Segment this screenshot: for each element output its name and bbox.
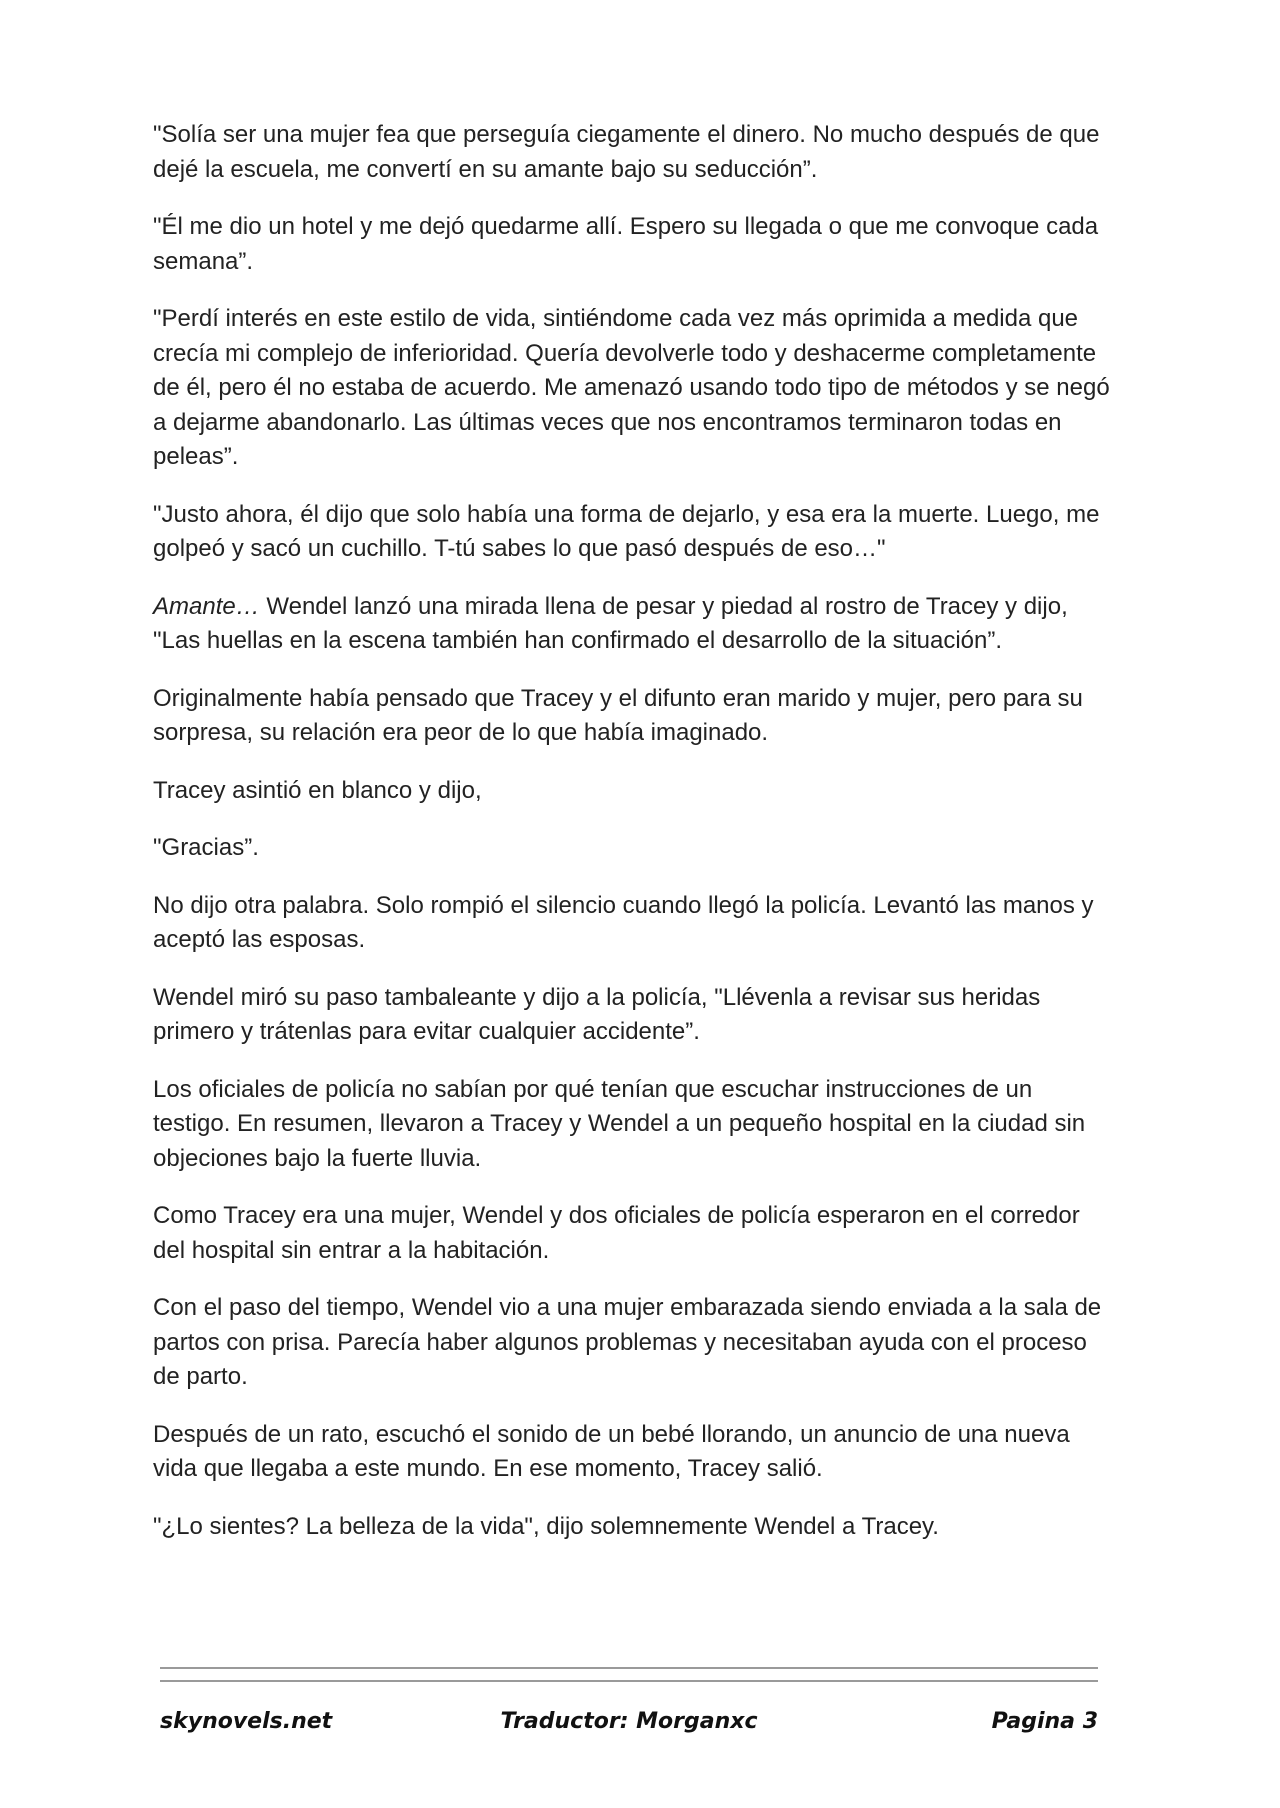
italic-word: Amante… [153,592,260,620]
paragraph: Como Tracey era una mujer, Wendel y dos oficiales de policía esperaron en el corredor del hospital sin entrar a la habitación. [153,1202,1080,1264]
page-footer [160,1709,1098,1745]
paragraph: Tracey asintió en blanco y dijo, [153,776,482,804]
paragraph: Wendel miró su paso tambaleante y dijo a la policía, "Llévenla a revisar sus heridas primero y trátenlas para evitar cualquier accidente”. [153,983,1041,1045]
body-text [153,118,1113,1567]
paragraph: "Gracias”. [153,834,259,861]
paragraph: No dijo otra palabra. Solo rompió el silencio cuando llegó la policía. Levantó las manos y aceptó las esposas. [153,891,1094,953]
footer-page-number: Pagina 3 [991,1709,1098,1734]
paragraph: Los oficiales de policía no sabían por qué tenían que escuchar instrucciones de un testigo. En resumen, llevaron a Tracey y Wendel a un pequeño hospital en la ciudad sin objeciones bajo la fuerte lluvia. [153,1075,1086,1172]
footer-divider-bottom [160,1680,1098,1682]
paragraph: "¿Lo sientes? La belleza de la vida", dijo solemnemente Wendel a Tracey. [153,1512,939,1540]
paragraph: "Solía ser una mujer fea que perseguía ciegamente el dinero. No mucho después de que dejé la escuela, me convertí en su amante bajo su seducción”. [153,121,1100,183]
footer-divider-top [160,1667,1098,1669]
paragraph: "Él me dio un hotel y me dejó quedarme allí. Espero su llegada o que me convoque cada semana”. [153,213,1099,275]
paragraph: Con el paso del tiempo, Wendel vio a una mujer embarazada siendo enviada a la sala de partos con prisa. Parecía haber algunos problemas y necesitaban ayuda con el proceso de parto. [153,1294,1102,1390]
footer-site: skynovels.net [160,1709,333,1734]
paragraph-text: Wendel lanzó una mirada llena de pesar y piedad al rostro de Tracey y dijo, "Las huellas en la escena también han confirmado el desarrollo de la situación”. [153,592,1068,654]
paragraph: "Perdí interés en este estilo de vida, sintiéndome cada vez más oprimida a medida que crecía mi complejo de inferioridad. Quería devolverle todo y deshacerme completamente de él, pero él no estaba de acuerdo. Me amenazó usando todo tipo de métodos y se negó a dejarme abandonarlo. Las últimas veces que nos encontramos terminaron todas en peleas”. [153,305,1110,470]
paragraph: Después de un rato, escuchó el sonido de un bebé llorando, un anuncio de una nueva vida que llegaba a este mundo. En ese momento, Tracey salió. [153,1420,1070,1482]
footer-translator: Traductor: Morganxc [500,1709,758,1734]
paragraph: "Justo ahora, él dijo que solo había una forma de dejarlo, y esa era la muerte. Luego, me golpeó y sacó un cuchillo. T-tú sabes lo que pasó después de eso…" [153,500,1100,562]
paragraph: Originalmente había pensado que Tracey y el difunto eran marido y mujer, pero para su sorpresa, su relación era peor de lo que había imaginado. [153,684,1083,746]
paragraph [153,590,1113,659]
